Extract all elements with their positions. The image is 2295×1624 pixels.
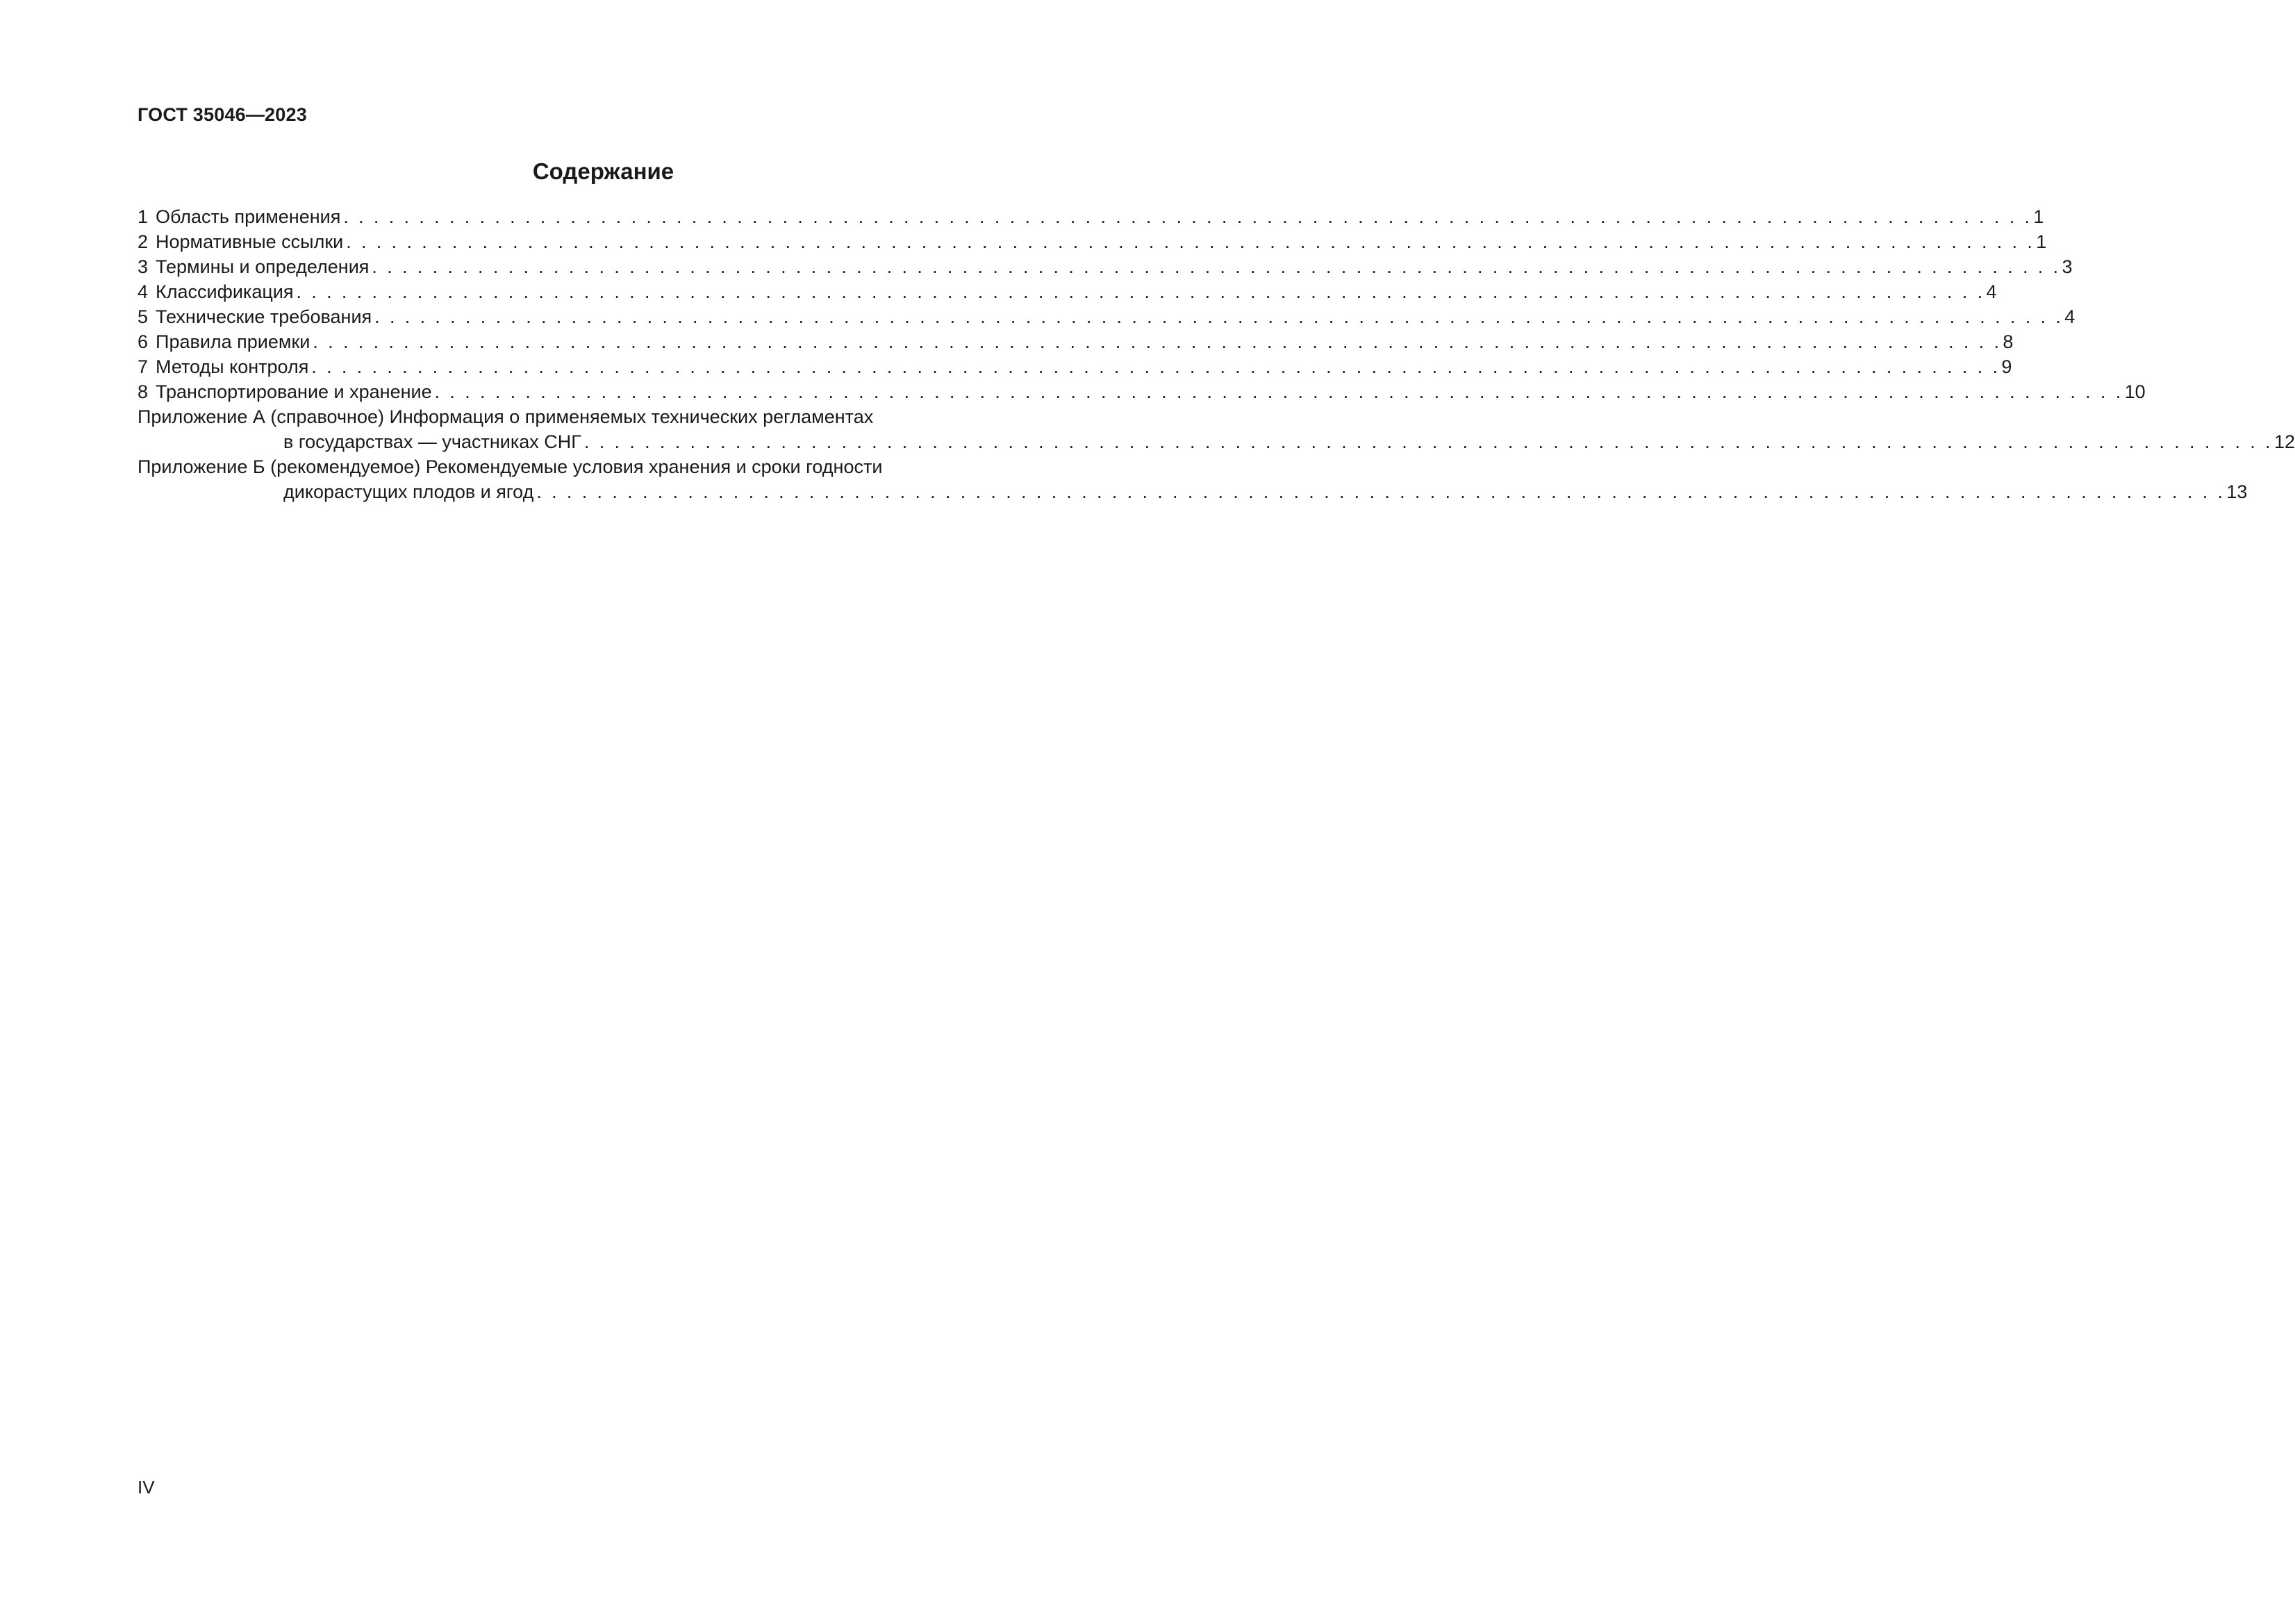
toc-dot-leader: . . . . . . . . . . . . . . . . . . . . . . . . . . . . . . . . . . . . . . . . . . . . . . . . . . . . . . . . . . . . . . . . . . . . . . . . . . . . . . . . . . . . . . . . . . . . . . . . . . . . . . . . . . . . . . . . [372,256,2061,277]
toc-dot-leader: . . . . . . . . . . . . . . . . . . . . . . . . . . . . . . . . . . . . . . . . . . . . . . . . . . . . . . . . . . . . . . . . . . . . . . . . . . . . . . . . . . . . . . . . . . . . . . . . . . . . . . . . . . . . . . . . [536,481,2226,502]
toc-entry[interactable] [138,279,1997,304]
toc-entry-number: 5 [138,306,149,327]
toc-dot-leader: . . . . . . . . . . . . . . . . . . . . . . . . . . . . . . . . . . . . . . . . . . . . . . . . . . . . . . . . . . . . . . . . . . . . . . . . . . . . . . . . . . . . . . . . . . . . . . . . . . . . . . . . . . . . . . . . [374,306,2064,327]
toc-entry[interactable] [138,254,2073,279]
toc-entry-page: 4 [2064,306,2076,327]
toc-entry-label: Транспортирование и хранение [156,381,432,402]
toc-appendix-label: Приложение Б (рекомендуемое) Рекомендуемые условия хранения и сроки годности [138,456,883,477]
toc-appendix-label-continued: в государствах — участниках СНГ [283,431,581,452]
toc-entry-number: 4 [138,281,149,302]
toc-dot-leader: . . . . . . . . . . . . . . . . . . . . . . . . . . . . . . . . . . . . . . . . . . . . . . . . . . . . . . . . . . . . . . . . . . . . . . . . . . . . . . . . . . . . . . . . . . . . . . . . . . . . . . . . . . . . . . . . [343,206,2032,227]
toc-entry-number: 1 [138,206,149,227]
toc-dot-leader: . . . . . . . . . . . . . . . . . . . . . . . . . . . . . . . . . . . . . . . . . . . . . . . . . . . . . . . . . . . . . . . . . . . . . . . . . . . . . . . . . . . . . . . . . . . . . . . . . . . . . . . . . . . . . . . . [434,381,2123,402]
toc-entry[interactable] [138,329,2014,354]
toc-entry-label: Технические требования [156,306,372,327]
toc-entry-number: 8 [138,381,149,402]
toc-title: Содержание [532,158,674,184]
table-of-contents [138,204,2295,504]
toc-entry-page: 12 [2273,431,2295,452]
toc-entry-label: Область применения [156,206,341,227]
toc-dot-leader: . . . . . . . . . . . . . . . . . . . . . . . . . . . . . . . . . . . . . . . . . . . . . . . . . . . . . . . . . . . . . . . . . . . . . . . . . . . . . . . . . . . . . . . . . . . . . . . . . . . . . . . . . . . . . . . . [296,281,1985,302]
toc-entry-number: 2 [138,231,149,252]
toc-entry-label: Методы контроля [156,356,309,377]
toc-entry-page: 3 [2062,256,2073,277]
toc-entry-number: 7 [138,356,149,377]
standard-designation: ГОСТ 35046—2023 [138,104,307,125]
toc-appendix-b-heading[interactable] [138,454,1073,479]
toc-entry-page: 4 [1986,281,1997,302]
toc-entry-label: Термины и определения [156,256,370,277]
toc-entry[interactable] [138,304,2076,329]
toc-dot-leader: . . . . . . . . . . . . . . . . . . . . . . . . . . . . . . . . . . . . . . . . . . . . . . . . . . . . . . . . . . . . . . . . . . . . . . . . . . . . . . . . . . . . . . . . . . . . . . . . . . . . . . . . . . . . . . . . [313,331,2002,352]
toc-entry-page: 1 [2036,231,2047,252]
toc-dot-leader: . . . . . . . . . . . . . . . . . . . . . . . . . . . . . . . . . . . . . . . . . . . . . . . . . . . . . . . . . . . . . . . . . . . . . . . . . . . . . . . . . . . . . . . . . . . . . . . . . . . . . . . . . . . . . . . . [346,231,2035,252]
page-number: IV [138,1477,155,1498]
toc-entry[interactable] [138,354,2012,379]
toc-entry[interactable] [138,229,2047,254]
toc-entry-label: Правила приемки [156,331,310,352]
toc-dot-leader: . . . . . . . . . . . . . . . . . . . . . . . . . . . . . . . . . . . . . . . . . . . . . . . . . . . . . . . . . . . . . . . . . . . . . . . . . . . . . . . . . . . . . . . . . . . . . . . . . . . . . . . . . . . . . . . . [311,356,2000,377]
toc-entry-label: Нормативные ссылки [156,231,344,252]
toc-entry-page: 13 [2226,481,2248,502]
toc-entry[interactable] [138,379,2146,404]
toc-entry-page: 9 [2001,356,2012,377]
toc-appendix-a-heading[interactable] [138,404,1073,429]
toc-entry[interactable] [138,204,2044,229]
toc-entry-page: 1 [2033,206,2044,227]
toc-appendix-label: Приложение А (справочное) Информация о применяемых технических регламентах [138,406,874,427]
toc-entry-label: Классификация [156,281,294,302]
toc-entry-page: 8 [2003,331,2014,352]
toc-dot-leader: . . . . . . . . . . . . . . . . . . . . . . . . . . . . . . . . . . . . . . . . . . . . . . . . . . . . . . . . . . . . . . . . . . . . . . . . . . . . . . . . . . . . . . . . . . . . . . . . . . . . . . . . . . . . . . . . [583,431,2273,452]
toc-appendix-b-continuation[interactable] [138,479,2248,504]
toc-appendix-a-continuation[interactable] [138,429,2295,454]
toc-appendix-label-continued: дикорастущих плодов и ягод [283,481,534,502]
toc-entry-number: 3 [138,256,149,277]
toc-entry-number: 6 [138,331,149,352]
toc-entry-page: 10 [2124,381,2146,402]
